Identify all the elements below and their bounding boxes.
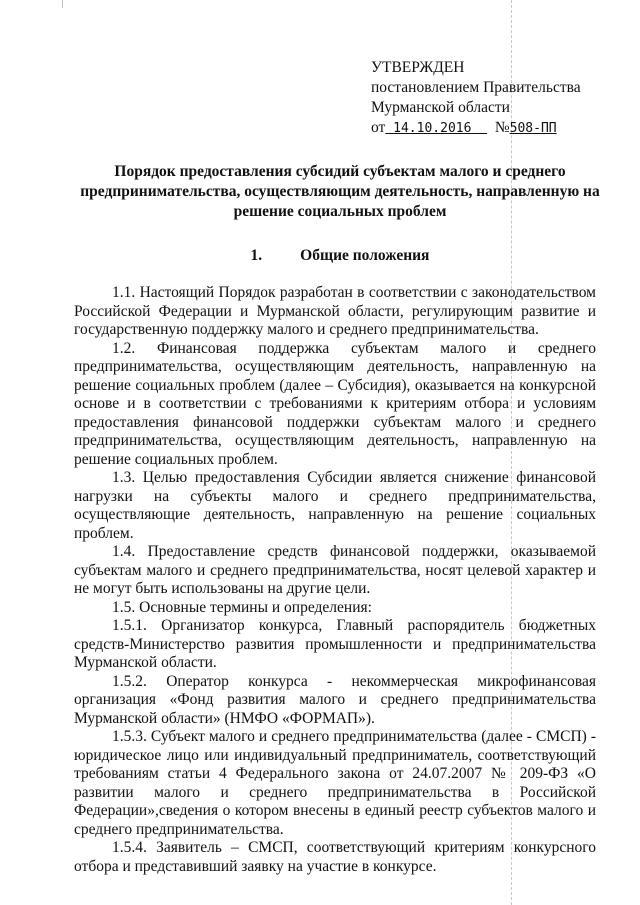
paragraph-1-5-4: 1.5.4. Заявитель – СМСП, соответствующий критериям конкурсного отбора и представивший заявку на участие в конкурсе. [74, 839, 596, 875]
paragraph-1-2: 1.2. Финансовая поддержка субъектам малого и среднего предпринимательства, осуществляющим деятельность, направленную на решение социальных проблем (далее – Субсидия), оказывается на конкурсной основе и в соответствии с требованиями к критериям отбора и условиям предоставления финансовой поддержки субъектам малого и среднего предпринимательства, осуществляющим деятельность, направленную на решение социальных проблем. [74, 339, 596, 468]
approval-authority: Мурманской области [371, 99, 510, 116]
approval-number-prefix: № [494, 119, 510, 136]
document-title: Порядок предоставления субсидий субъектам малого и среднего предпринимательства, осуществляющим деятельность, направленную на решение социальных проблем [80, 163, 600, 220]
scan-mark [62, 0, 63, 8]
paragraph-1-5-3: 1.5.3. Субъект малого и среднего предпринимательства (далее - СМСП) - юридическое лицо или индивидуальный предприниматель, соответствующий требованиям статьи 4 Федерального закона от 24.07.2007 № 209-ФЗ «О развитии малого и среднего предпринимательства в Российской Федерации»,сведения о котором внесены в единый реестр субъектов малого и среднего предпринимательства. [74, 728, 596, 838]
paragraph-1-5: 1.5. Основные термины и определения: [112, 598, 372, 616]
approval-block [371, 58, 611, 139]
paragraph-1-4: 1.4. Предоставление средств финансовой поддержки, оказываемой субъектам малого и среднего предпринимательства, носят целевой характер и не могут быть использованы на другие цели. [74, 543, 596, 597]
approval-date-line [371, 118, 611, 139]
approval-status: УТВЕРЖДЕН [371, 59, 465, 76]
approval-number: 508-ПП [509, 121, 557, 136]
document-body [74, 284, 596, 876]
paragraph-1-1: 1.1. Настоящий Порядок разработан в соответствии с законодательством Российской Федерации и Мурманской области, регулирующим развитие и государственную поддержку малого и среднего предпринимательства. [74, 284, 596, 338]
paragraph-1-3: 1.3. Целью предоставления Субсидии является снижение финансовой нагрузки на субъекты малого и среднего предпринимательства, осуществляющие деятельность, направленную на решение социальных проблем. [74, 469, 596, 542]
section-heading [60, 246, 620, 266]
section-title: Общие положения [300, 247, 430, 264]
paragraph-1-5-1: 1.5.1. Организатор конкурса, Главный распорядитель бюджетных средств-Министерство развития промышленности и предпринимательства Мурманской области. [74, 617, 596, 671]
section-number: 1. [250, 247, 263, 264]
paragraph-1-5-2: 1.5.2. Оператор конкурса - некоммерческая микрофинансовая организация «Фонд развития малого и среднего предпринимательства Мурманской области» (НМФО «ФОРМАП»). [74, 672, 596, 727]
approval-date: 14.10.2016 [393, 121, 472, 136]
approval-document-type: постановлением Правительства [371, 79, 581, 96]
approval-date-prefix: от [371, 119, 386, 136]
